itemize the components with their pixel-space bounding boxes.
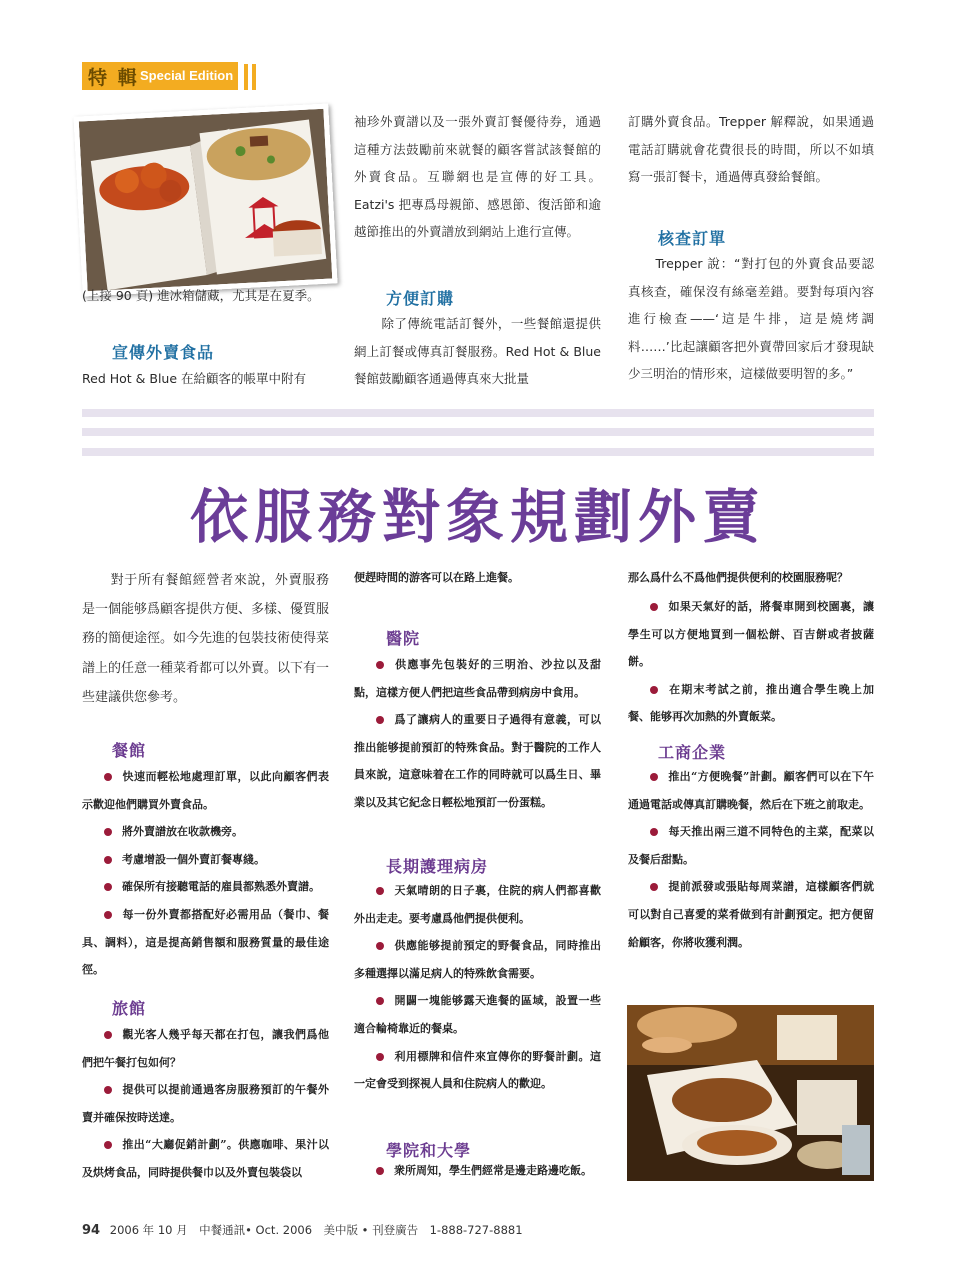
- column-3-lead: [628, 564, 874, 592]
- column-2-lead: [354, 564, 601, 592]
- paragraph: Trepper 說：“對打包的外賣食品要認真核查，確保沒有絲毫差錯。要對每項內容進行檢查——‘這是牛排，這是燒烤調料……’比起讓顧客把外賣帶回家后才發現缺少三明治的情形來，這樣做要明智的多。”: [628, 256, 874, 381]
- divider-stripe: [82, 428, 874, 436]
- college-more-list: [628, 593, 874, 731]
- heading-restaurant: 餐館: [112, 741, 147, 760]
- top-column-3: [628, 108, 874, 191]
- list-item: [628, 676, 874, 731]
- tag-bar: [252, 64, 256, 90]
- list-item: [354, 1043, 601, 1098]
- list-item: [82, 1021, 329, 1076]
- bullet-icon: [650, 828, 658, 836]
- heading-check-order: 核查訂單: [658, 229, 727, 248]
- list-item: [628, 763, 874, 818]
- list-item-text: 每一份外賣都搭配好必需用品（餐巾、餐具、調料），這是提高銷售額和服務質量的最佳途徑。: [82, 907, 329, 977]
- list-item: [354, 706, 601, 816]
- list-item: [354, 877, 601, 932]
- divider-stripe: [82, 448, 874, 456]
- bullet-icon: [104, 1086, 112, 1094]
- list-item-text: 提前派發或張貼每周菜譜，這樣顧客們就可以對自己喜愛的菜肴做到有計劃預定。把方便留給顧客，你將收獲利潤。: [628, 880, 874, 949]
- list-item-text: 推出“方便晚餐”計劃。顧客們可以在下午通過電話或傳真訂購晚餐，然后在下班之前取走。: [628, 770, 874, 811]
- list-item-text: 每天推出兩三道不同特色的主菜，配菜以及餐后甜點。: [628, 825, 874, 866]
- list-item-text: 開闢一塊能够露天進餐的區域，設置一些適合輪椅靠近的餐桌。: [354, 994, 601, 1035]
- list-item: [82, 901, 329, 984]
- top-column-1-text: [82, 365, 327, 393]
- bullet-icon: [376, 716, 384, 724]
- section-tag: [82, 62, 257, 90]
- list-item: [354, 651, 601, 706]
- business-list: [628, 763, 874, 956]
- bullet-icon: [376, 1053, 384, 1061]
- paragraph: 對于所有餐館經營者來說，外賣服務是一個能够爲顧客提供方便、多樣、優質服務的簡便途徑。如今先進的包裝技術使得菜譜上的任意一種菜肴都可以外賣。以下有一些建議供您參考。: [82, 573, 330, 705]
- list-item-text: 利用標牌和信件來宣傳你的野餐計劃。這一定會受到探視人員和住院病人的歡迎。: [354, 1049, 601, 1091]
- tag-bar: [244, 64, 248, 90]
- bullet-icon: [650, 603, 658, 611]
- list-item: [82, 873, 329, 901]
- list-item: [82, 763, 329, 818]
- top-column-2-text: [354, 310, 601, 393]
- bullet-icon: [650, 686, 658, 694]
- list-item-text: 快速而輕松地處理訂單，以此向顧客們表示歡迎他們購買外賣食品。: [82, 770, 329, 811]
- bullet-icon: [104, 1031, 112, 1039]
- bullet-icon: [104, 1141, 112, 1149]
- paragraph: 除了傳統電話訂餐外，一些餐館還提供網上訂餐或傳真訂餐服務。Red Hot & Blue 餐館鼓勵顧客通過傳真來大批量: [354, 316, 601, 386]
- heading-promote-takeout: 宣傳外賣食品: [112, 343, 215, 362]
- nursing-list: [354, 877, 601, 1098]
- bullet-icon: [650, 773, 658, 781]
- hotel-list: [82, 1021, 329, 1187]
- list-item: [628, 818, 874, 873]
- main-title: 依服務對象規劃外賣: [189, 483, 766, 551]
- heading-hospital: 醫院: [386, 629, 421, 648]
- section-tag-title: 特 輯: [88, 67, 139, 89]
- paragraph: Red Hot & Blue 在給顧客的帳單中附有: [82, 371, 306, 386]
- list-item: [82, 1131, 329, 1186]
- takeout-meal-photo: [627, 1005, 874, 1181]
- bullet-icon: [376, 1167, 384, 1175]
- heading-business: 工商企業: [658, 743, 727, 762]
- list-item: [82, 1076, 329, 1131]
- list-item-text: 在期末考試之前，推出適合學生晚上加餐、能够再次加熱的外賣飯菜。: [628, 682, 874, 724]
- list-item-text: 供應事先包裝好的三明治、沙拉以及甜點，這樣方便人們把這些食品帶到病房中食用。: [354, 658, 601, 699]
- heading-easy-ordering: 方便訂購: [386, 289, 455, 308]
- page-footer: [82, 1222, 523, 1238]
- list-item: [628, 873, 874, 956]
- bullet-icon: [376, 997, 384, 1005]
- bullet-icon: [650, 883, 658, 891]
- bullet-icon: [376, 661, 384, 669]
- list-item-text: 供應能够提前預定的野餐食品，同時推出多種選擇以滿足病人的特殊飲食需要。: [354, 939, 601, 980]
- takeout-boxes-photo: [73, 103, 337, 296]
- list-item: [354, 987, 601, 1042]
- top-column-3-text: [628, 250, 874, 388]
- restaurant-list: [82, 763, 329, 984]
- divider-stripe: [82, 409, 874, 417]
- intro-paragraph: [82, 566, 329, 712]
- list-item-text: 天氣晴朗的日子裏，住院的病人們都喜歡外出走走。要考慮爲他們提供便利。: [354, 884, 601, 925]
- top-column-2: [354, 108, 601, 246]
- hospital-list: [354, 651, 601, 817]
- heading-college: 學院和大學: [386, 1141, 472, 1160]
- list-item-text: 推出“大廳促銷計劃”。供應咖啡、果汁以及烘烤食品，同時提供餐巾以及外賣包裝袋以: [82, 1138, 329, 1179]
- list-item-text: 提供可以提前通過客房服務預訂的午餐外賣并確保按時送達。: [82, 1083, 329, 1124]
- paragraph: 袖珍外賣譜以及一張外賣訂餐優待券，通過這種方法鼓勵前來就餐的顧客嘗試該餐館的外賣食品。互聯網也是宣傳的好工具。Eatzi's 把專爲母親節、感恩節、復活節和逾越節推出的外賣譜放到網站上進行宣傳。: [354, 114, 601, 239]
- bullet-icon: [104, 773, 112, 781]
- list-item-text: 爲了讓病人的重要日子過得有意義，可以推出能够提前預訂的特殊食品。對于醫院的工作人員來說，這意味着在工作的同時就可以爲生日、畢業以及其它紀念日輕松地預訂一份蛋糕。: [354, 713, 601, 809]
- bullet-icon: [104, 856, 112, 864]
- list-item: [82, 818, 329, 846]
- paragraph: 那么爲什么不爲他們提供便利的校園服務呢？: [628, 571, 848, 584]
- footer-text: 2006 年 10 月 中餐通訊• Oct. 2006 美中版 • 刊登廣告 1-888-727-8881: [109, 1223, 523, 1237]
- list-item: [354, 1157, 601, 1185]
- heading-hotel: 旅館: [112, 999, 147, 1018]
- list-item: [354, 932, 601, 987]
- bullet-icon: [376, 942, 384, 950]
- list-item-text: 將外賣譜放在收款機旁。: [122, 825, 243, 839]
- bullet-icon: [104, 911, 112, 919]
- page-number: 94: [82, 1223, 101, 1238]
- photo-caption: (上接 90 頁) 進冰箱儲藏，尤其是在夏季。: [82, 288, 320, 303]
- bullet-icon: [104, 828, 112, 836]
- paragraph: 便趕時間的游客可以在路上進餐。: [354, 571, 519, 584]
- top-column-1: [82, 282, 327, 310]
- section-tag-subtitle: Special Edition: [140, 68, 234, 83]
- list-item-text: 觀光客人幾乎每天都在打包，讓我們爲他們把午餐打包如何？: [82, 1028, 329, 1069]
- list-item: [628, 593, 874, 676]
- list-item: [82, 846, 329, 874]
- list-item-text: 考慮增設一個外賣訂餐專綫。: [122, 852, 265, 866]
- paragraph: 訂購外賣食品。Trepper 解釋說，如果通過電話訂購就會花費很長的時間，所以不如填寫一張訂餐卡，通過傳真發給餐館。: [628, 114, 874, 184]
- list-item-text: 如果天氣好的話，將餐車開到校園裏，讓學生可以方便地買到一個松餅、百吉餅或者披薩餅。: [628, 600, 874, 669]
- list-item-text: 確保所有接聽電話的雇員都熟悉外賣譜。: [122, 880, 320, 894]
- bullet-icon: [104, 883, 112, 891]
- bullet-icon: [376, 887, 384, 895]
- list-item-text: 衆所周知，學生們經常是邊走路邊吃飯。: [394, 1164, 592, 1177]
- college-list: [354, 1157, 601, 1185]
- heading-nursing: 長期護理病房: [386, 857, 489, 876]
